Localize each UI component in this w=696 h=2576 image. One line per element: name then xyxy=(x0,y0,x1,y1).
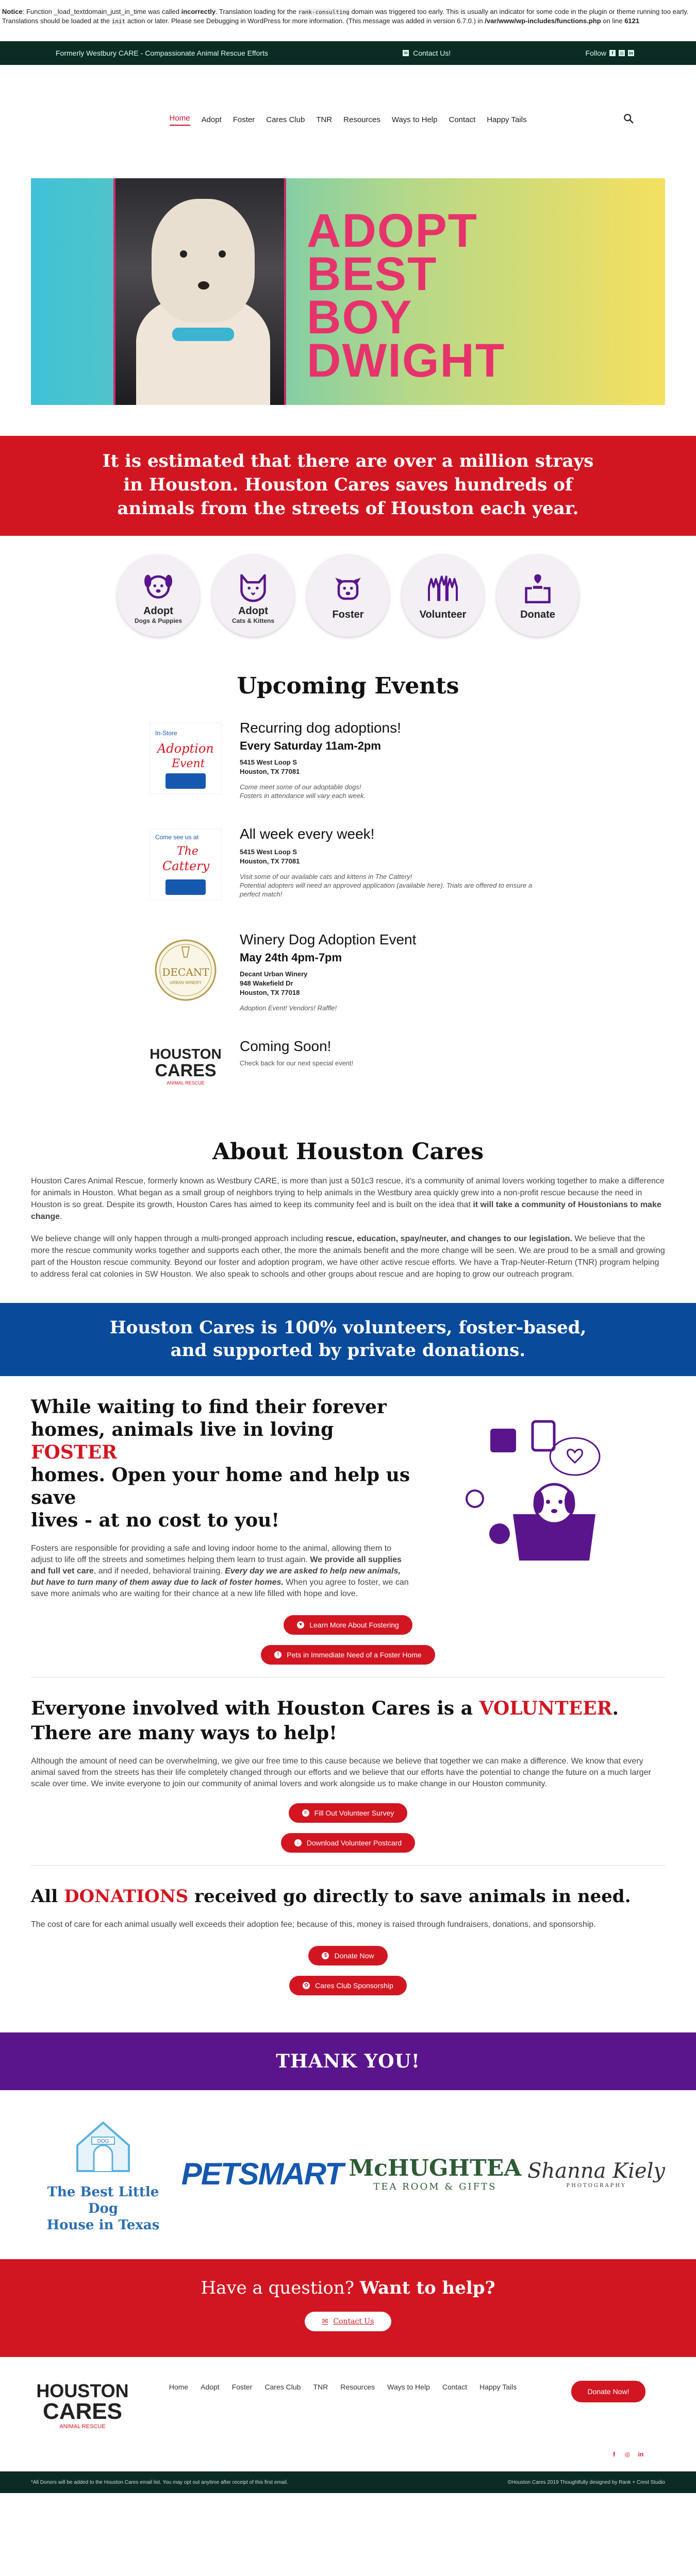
hero-headline xyxy=(307,205,506,387)
top-bar xyxy=(0,41,696,65)
section-divider xyxy=(31,1865,665,1866)
about-bold: rescue, education, spay/neuter, and changes to our legislation. xyxy=(325,1234,572,1243)
petsmart-badge xyxy=(165,879,206,895)
volunteer-heading-text: Everyone involved with Houston Cares is a xyxy=(31,1698,479,1719)
notice-text: action or later. Please see Debugging in WordPress for more information. (This message was added in version 6.7.0.) in xyxy=(125,17,485,25)
donation-buttons xyxy=(0,1976,696,1995)
alert-icon: ! xyxy=(274,1651,281,1658)
footer-link-foster[interactable]: Foster xyxy=(231,2383,253,2391)
foster-text: , and if needed, behavioral training. xyxy=(93,1567,225,1575)
volunteer-buttons xyxy=(0,1833,696,1853)
donate-icon: $ xyxy=(322,1952,329,1959)
footer-link-home[interactable]: Home xyxy=(169,2383,189,2391)
event-image[interactable] xyxy=(147,1038,224,1097)
help-heading xyxy=(0,2278,696,2298)
event-when: Every Saturday 11am-2pm xyxy=(240,739,381,752)
dog-house-sign: DOG xyxy=(97,2138,109,2144)
footer xyxy=(31,2375,665,2458)
donations-section xyxy=(31,1884,665,1930)
thank-you-title: THANK YOU! xyxy=(276,2050,420,2072)
nav-adopt[interactable]: Adopt xyxy=(201,115,222,124)
hero-line: BOY xyxy=(307,291,413,344)
footer-logo-text: HOUSTON xyxy=(36,2380,129,2401)
event-item xyxy=(147,1038,549,1097)
footer-link-happy-tails[interactable]: Happy Tails xyxy=(479,2383,517,2391)
donations-heading xyxy=(31,1884,665,1909)
event-image-text: DECANT xyxy=(162,966,209,978)
pets-need-foster-button[interactable] xyxy=(261,1645,435,1665)
main-nav xyxy=(0,65,696,137)
footer-nav xyxy=(134,2375,552,2400)
sponsor-mchugh-tea[interactable] xyxy=(349,2155,521,2192)
top-follow xyxy=(586,49,634,57)
hero-banner[interactable] xyxy=(31,178,665,405)
button-label: Fill Out Volunteer Survey xyxy=(314,1809,394,1817)
cat-icon xyxy=(235,567,272,604)
nav-foster[interactable]: Foster xyxy=(233,115,255,124)
top-contact-label: Contact Us! xyxy=(413,49,451,57)
donation-buttons xyxy=(0,1946,696,1965)
about-bold: it will take a community of Houstonians to make change xyxy=(31,1200,661,1221)
footer-logo[interactable] xyxy=(31,2375,134,2434)
volunteer-subheading: There are many ways to help! xyxy=(31,1722,337,1744)
linkedin-icon[interactable]: in xyxy=(638,2451,644,2458)
event-image[interactable] xyxy=(147,931,224,1012)
footer-link-resources[interactable]: Resources xyxy=(340,2383,375,2391)
footer-social xyxy=(610,2451,644,2458)
php-notice xyxy=(0,0,696,41)
top-tagline: Formerly Westbury CARE - Compassionate Animal Rescue Efforts xyxy=(56,49,268,57)
notice-code: rank-consulting xyxy=(298,9,350,15)
notice-text: domain was triggered too early. This is usually an indicator for some code in the plugin or theme running too early. Translations should be loaded at the xyxy=(2,8,689,25)
nav-resources[interactable]: Resources xyxy=(343,115,380,124)
hero-line: ADOPT xyxy=(307,205,478,257)
event-note-line: Adoption Event! Vendors! Raffle! xyxy=(240,1004,337,1012)
event-image-text: HOUSTON xyxy=(150,1046,222,1062)
event-address xyxy=(240,758,401,776)
foster-illustration xyxy=(412,1396,665,1600)
mail-icon: ✉ xyxy=(403,50,409,56)
foster-heading-line: homes. Open your home and help us save xyxy=(31,1464,410,1509)
nav-contact[interactable]: Contact xyxy=(449,115,476,124)
volunteer-section xyxy=(31,1696,665,1790)
notice-text: on line xyxy=(601,17,625,25)
volunteer-heading-text: . xyxy=(612,1698,619,1719)
footer-right xyxy=(552,2375,665,2458)
footer-link-cares-club[interactable]: Cares Club xyxy=(264,2383,301,2391)
notice-emphasis: incorrectly xyxy=(181,8,216,15)
event-item xyxy=(147,931,549,1012)
foster-bold: We provide all supplies and full vet care xyxy=(31,1555,402,1575)
event-image[interactable] xyxy=(147,720,224,800)
foster-heading-line: homes, animals live in loving xyxy=(31,1419,334,1440)
volunteer-postcard-button[interactable] xyxy=(281,1833,415,1853)
about-text: We believe that the more the rescue community works together and supports each other, the more the animals benefit and the more change will be seen. We are proud to be a small and growing part of the Houston rescue community. Beyond our foster and adoption program, we have other active rescue efforts. We have a Trap-Neuter-Return (TNR) program helping to address feral cat colonies in SW Houston. We also speak to schools and other groups about rescue and are hoping to grow our outreach program. xyxy=(31,1234,665,1279)
cares-club-button[interactable] xyxy=(289,1976,407,1995)
mchugh-wordmark: McHUGHTEA xyxy=(349,2155,522,2181)
shanna-tagline: PHOTOGRAPHY xyxy=(566,2182,626,2189)
footer-link-ways-to-help[interactable]: Ways to Help xyxy=(387,2383,430,2391)
about-section xyxy=(0,1139,696,1280)
volunteers-banner xyxy=(0,1303,696,1376)
circle-title: Foster xyxy=(332,608,364,620)
event-address xyxy=(240,970,416,997)
event-image-text: Adoption xyxy=(157,741,214,756)
event-note-line: Visit some of our available cats and kittens in The Cattery! xyxy=(240,873,412,880)
foster-text: When you agree to foster, we can save more animals who are waiting for their chance at a new life filled with hope and love. xyxy=(31,1578,409,1598)
foster-heading-line: While waiting to find their forever xyxy=(31,1396,387,1418)
sponsor-name xyxy=(31,2184,175,2233)
hero-line: BEST xyxy=(307,248,438,300)
nav-tnr[interactable]: TNR xyxy=(316,115,333,124)
event-address-line: 5415 West Loop S xyxy=(240,758,297,766)
nav-happy-tails[interactable]: Happy Tails xyxy=(487,115,527,124)
event-address xyxy=(240,848,549,866)
button-label: Contact Us xyxy=(333,2317,374,2326)
foster-paragraph xyxy=(31,1543,412,1600)
help-question: Have a question? xyxy=(201,2278,360,2298)
button-label: Donate Now xyxy=(334,1952,374,1960)
strays-banner xyxy=(0,436,696,536)
event-image-text: CARES xyxy=(155,1061,217,1080)
donation-box-icon xyxy=(519,571,556,608)
notice-code: init xyxy=(111,18,126,25)
copyright: ©Houston Cares 2019 Thoughtfully designed by Rank + Crest Studio xyxy=(507,2479,665,2485)
button-label: Pets in Immediate Need of a Foster Home xyxy=(287,1651,422,1659)
about-paragraph xyxy=(31,1233,665,1280)
search-icon[interactable] xyxy=(623,113,634,124)
foster-text: Fosters are responsible for providing a safe and loving indoor home to the animal, allowing them to adjust to life off the streets and sometimes helping them learn to trust again. xyxy=(31,1544,392,1564)
mchugh-tagline: TEA ROOM & GIFTS xyxy=(373,2181,497,2192)
event-address-line: Houston, TX 77081 xyxy=(240,857,300,865)
volunteer-paragraph: Although the amount of need can be overwhelming, we give our free time to this cause because we believe that together we can make a difference. We know that every animal saved from the streets has their life completely changed through our efforts and we believe that our efforts have the potential to change the future on a much larger scale over time. We invite everyone to join our community of animal lovers and work alongside us to make change in our Houston community. xyxy=(31,1757,651,1788)
event-note xyxy=(240,1004,416,1012)
circle-subtitle: Dogs & Puppies xyxy=(134,617,182,624)
event-image[interactable] xyxy=(147,826,224,906)
event-note xyxy=(240,783,401,800)
about-text: . xyxy=(60,1212,62,1221)
event-item xyxy=(147,720,549,800)
paw-icon: ✿ xyxy=(303,1982,310,1989)
instagram-icon[interactable]: ◎ xyxy=(619,50,625,56)
help-contact-button[interactable] xyxy=(305,2312,392,2331)
footer-donate-button[interactable] xyxy=(571,2381,646,2402)
event-address-line: Decant Urban Winery xyxy=(240,970,308,978)
document-icon: ≡ xyxy=(302,1809,309,1817)
event-title: All week every week! xyxy=(240,826,375,842)
notice-label: Notice xyxy=(2,8,23,15)
button-label: Learn More About Fostering xyxy=(309,1621,399,1629)
petsmart-badge xyxy=(165,773,206,789)
donations-paragraph: The cost of care for each animal usually well exceeds their adoption fee; because of this, money is raised through fundraisers, donations, and sponsorship. xyxy=(31,1920,596,1929)
footer-link-contact[interactable]: Contact xyxy=(442,2383,468,2391)
volunteer-buttons xyxy=(0,1803,696,1823)
foster-buttons xyxy=(0,1645,696,1665)
donate-now-button[interactable] xyxy=(308,1946,387,1965)
event-address-line: 5415 West Loop S xyxy=(240,848,297,856)
top-contact-link[interactable] xyxy=(403,49,451,57)
event-image-text: URBAN WINERY xyxy=(169,980,202,985)
adopt-cats-circle[interactable] xyxy=(212,554,294,637)
circle-subtitle: Cats & Kittens xyxy=(231,617,274,624)
events-list xyxy=(147,720,549,1097)
event-image-text: The xyxy=(177,845,198,858)
raised-hands-icon xyxy=(424,571,461,608)
linkedin-icon[interactable]: in xyxy=(629,50,633,56)
event-image-text: Come see us at xyxy=(155,834,199,841)
volunteers-banner-heading xyxy=(0,1316,696,1362)
button-label: Cares Club Sponsorship xyxy=(315,1981,393,1990)
foster-buttons xyxy=(0,1615,696,1635)
footer-link-adopt[interactable]: Adopt xyxy=(201,2383,220,2391)
strays-line: in Houston. Houston Cares saves hundreds of xyxy=(123,474,573,495)
circle-title: Adopt xyxy=(143,605,173,617)
strays-heading xyxy=(0,449,696,520)
foster-heading-line: lives - at no cost to you! xyxy=(31,1510,280,1531)
dog-house-logo xyxy=(67,2114,139,2176)
event-note-line: Fosters in attendance will vary each week. xyxy=(240,792,366,800)
donations-highlight: DONATIONS xyxy=(64,1886,189,1907)
help-banner xyxy=(0,2259,696,2357)
strays-line: It is estimated that there are over a million strays xyxy=(102,451,594,471)
foster-circle[interactable] xyxy=(307,554,389,637)
circle-title: Donate xyxy=(520,608,555,620)
event-address-line: 948 Wakefield Dr xyxy=(240,979,293,987)
about-text: We believe change will only happen through a multi-pronged approach including xyxy=(31,1234,326,1243)
about-text: Houston Cares Animal Rescue, formerly known as Westbury CARE, is more than just a 501c3 rescue, it's a community of animal lovers working together to make a difference for animals in Houston. What began as a small group of neighbors trying to help animals in the Westbury area quickly grew into a non-profit rescue because the need in Houston is so great. Despite its growth, Houston Cares has aimed to keep its community feel and is built on the idea that xyxy=(31,1177,665,1209)
event-image-text: In-Store xyxy=(155,730,177,737)
hero-line: DWIGHT xyxy=(307,334,506,387)
nav-home[interactable]: Home xyxy=(170,114,190,126)
sponsor-dog-house[interactable] xyxy=(31,2114,175,2233)
button-label: Donate Now! xyxy=(587,2387,629,2396)
follow-label: Follow xyxy=(585,49,606,57)
footer-logo-text: ANIMAL RESCUE xyxy=(59,2424,106,2430)
event-item xyxy=(147,826,549,906)
about-title: About Houston Cares xyxy=(212,1139,484,1165)
circle-title: Adopt xyxy=(238,605,268,617)
about-paragraph xyxy=(31,1175,665,1223)
mail-icon: ✉ xyxy=(322,2317,328,2326)
event-when: May 24th 4pm-7pm xyxy=(240,951,342,964)
footer-logo-text: CARES xyxy=(42,2399,123,2424)
heart-icon: ♥ xyxy=(297,1621,304,1629)
help-bold: Want to help? xyxy=(359,2278,495,2298)
event-image-text: Cattery xyxy=(162,859,210,873)
event-image-text: Event xyxy=(172,757,205,770)
foster-heading xyxy=(31,1396,412,1532)
footer-link-tnr[interactable]: TNR xyxy=(313,2383,328,2391)
event-address-line: Houston, TX 77018 xyxy=(240,989,300,996)
adopt-dogs-circle[interactable] xyxy=(117,554,200,637)
donations-heading-text: All xyxy=(31,1886,64,1907)
events-section xyxy=(0,673,696,1097)
banner-line: Houston Cares is 100% volunteers, foster-based, xyxy=(109,1317,587,1338)
nav-cares-club[interactable]: Cares Club xyxy=(266,115,305,124)
banner-line: and supported by private donations. xyxy=(170,1340,526,1361)
event-note-line: Come meet some of our adoptable dogs! xyxy=(240,783,361,791)
learn-fostering-button[interactable] xyxy=(284,1615,412,1635)
events-title: Upcoming Events xyxy=(237,673,459,699)
event-note xyxy=(240,1059,353,1067)
notice-text: . Translation loading for the xyxy=(216,8,299,15)
foster-section xyxy=(31,1396,665,1600)
sponsor-name-line: House in Texas xyxy=(46,2217,160,2233)
nav-ways-to-help[interactable]: Ways to Help xyxy=(391,115,438,124)
shanna-wordmark: Shanna Kiely xyxy=(527,2159,665,2183)
download-icon: ↓ xyxy=(294,1839,302,1846)
event-note xyxy=(240,872,549,899)
strays-line: animals from the streets of Houston each year. xyxy=(117,498,579,519)
sponsor-name-line: The Best Little Dog xyxy=(47,2184,159,2216)
notice-path: /var/www/wp-includes/functions.php xyxy=(485,17,601,25)
volunteer-highlight: VOLUNTEER xyxy=(479,1698,612,1719)
dog-photo xyxy=(113,178,286,405)
action-circles xyxy=(0,554,696,637)
thank-you-banner xyxy=(0,2032,696,2090)
donations-heading-text: received go directly to save animals in need. xyxy=(188,1886,631,1907)
donate-circle[interactable] xyxy=(496,554,579,637)
donor-note: *All Donors will be added to the Houston Cares email list. You may opt out anytime after receipt of this first email. xyxy=(31,2479,288,2485)
event-note-line: Potential adopters will need an approved application (available here). Trials are offered to ensure a perfect match! xyxy=(240,882,533,898)
event-note-line: Check back for our next special event! xyxy=(240,1059,354,1067)
button-label: Download Volunteer Postcard xyxy=(306,1839,402,1847)
dog-icon xyxy=(140,567,177,604)
volunteer-survey-button[interactable] xyxy=(289,1803,408,1823)
event-title: Coming Soon! xyxy=(240,1038,332,1054)
circle-title: Volunteer xyxy=(419,608,467,620)
facebook-icon[interactable]: f xyxy=(609,50,616,56)
puppy-icon xyxy=(329,571,367,608)
bottom-bar xyxy=(0,2471,696,2493)
petsmart-wordmark: PETSMART xyxy=(181,2156,343,2191)
notice-line: 6121 xyxy=(624,17,640,25)
foster-bold-italic: Every day we are asked to help new animals, but have to turn many of them away due to lack of foster homes. xyxy=(31,1567,401,1587)
facebook-icon[interactable]: f xyxy=(613,2451,615,2458)
event-title: Recurring dog adoptions! xyxy=(240,720,401,736)
event-image-text: ANIMAL RESCUE xyxy=(167,1080,205,1086)
notice-text: : Function _load_textdomain_just_in_time was called xyxy=(22,8,181,15)
volunteer-circle[interactable] xyxy=(402,554,484,637)
foster-highlight: FOSTER xyxy=(31,1442,118,1463)
event-title: Winery Dog Adoption Event xyxy=(240,931,417,947)
sponsor-petsmart[interactable] xyxy=(181,2156,343,2192)
event-address-line: Houston, TX 77081 xyxy=(240,768,300,775)
sponsor-shanna-kiely[interactable] xyxy=(527,2159,665,2189)
sponsors-row xyxy=(31,2117,665,2233)
instagram-icon[interactable]: ◎ xyxy=(624,2451,631,2458)
volunteer-heading xyxy=(31,1696,665,1745)
